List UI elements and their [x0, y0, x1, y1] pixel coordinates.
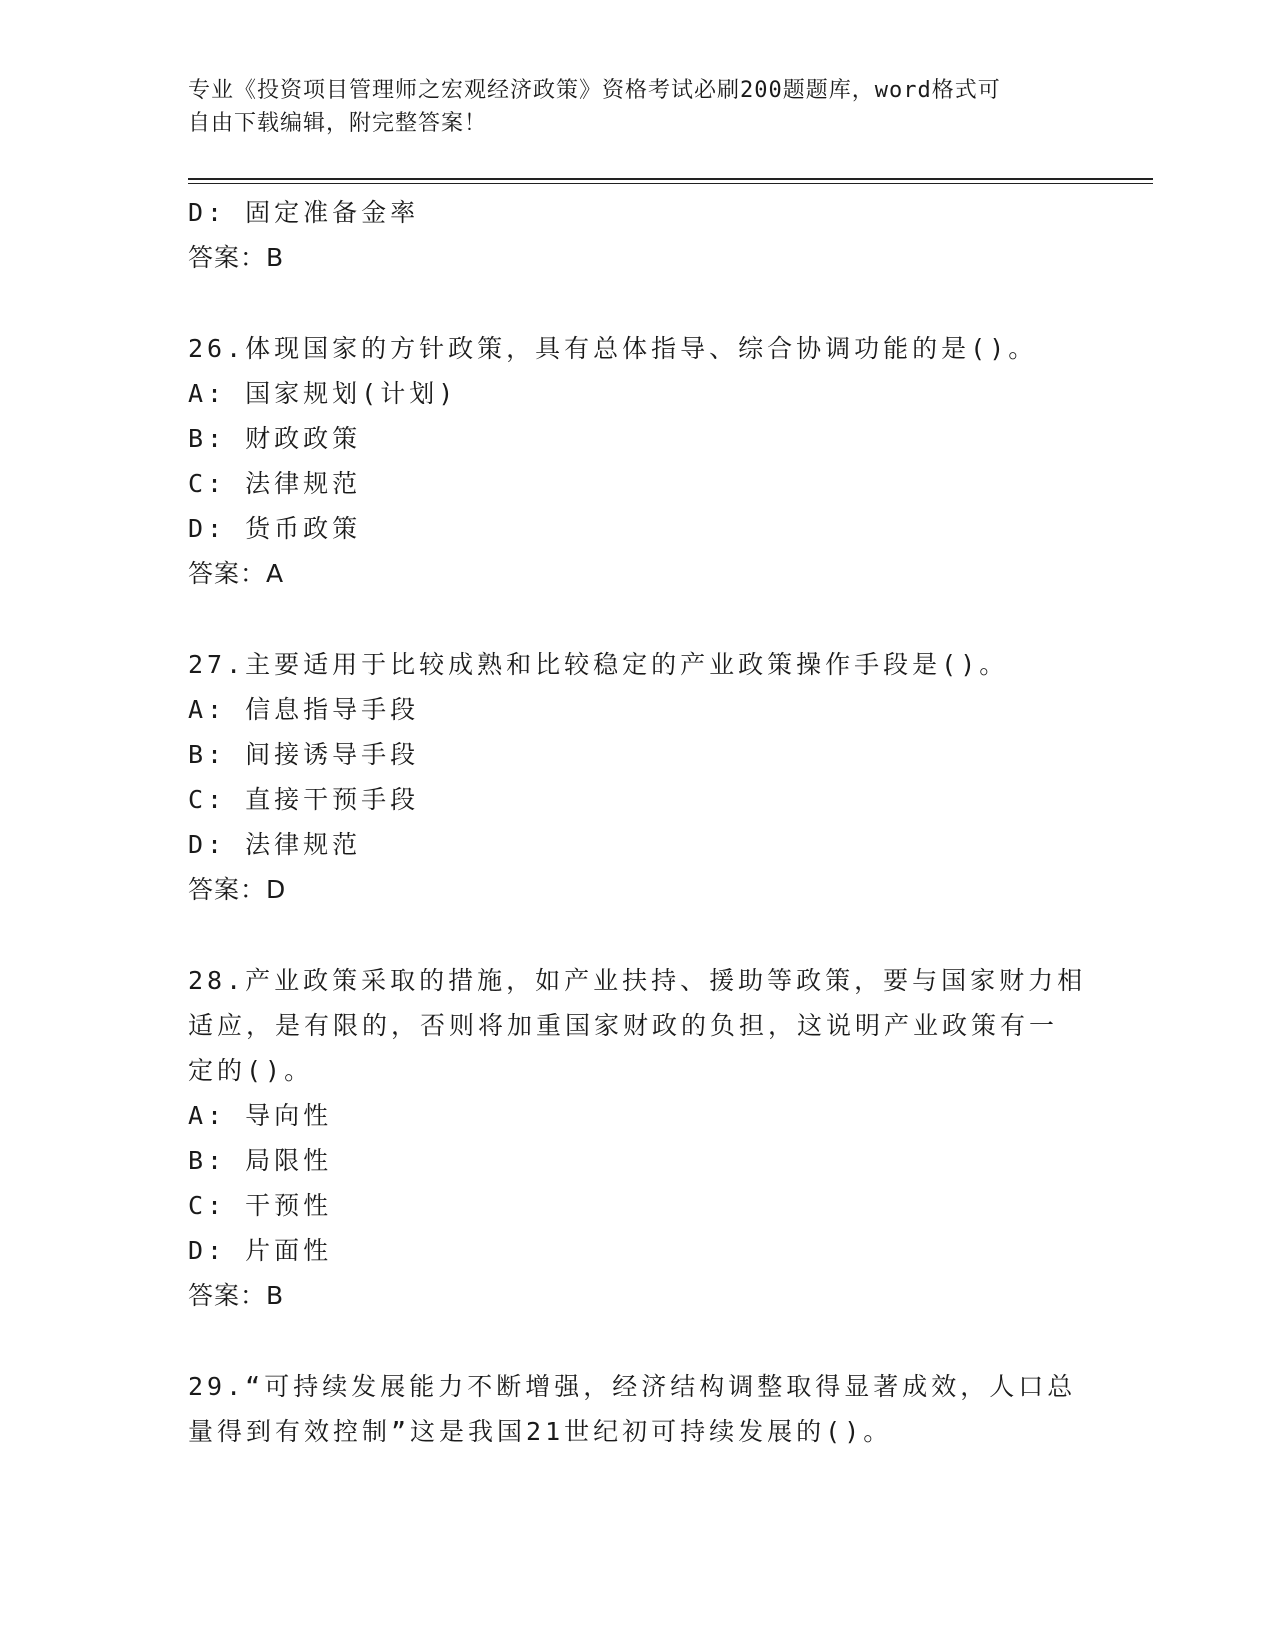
question-29	[188, 1364, 1088, 1454]
option-d: D: 法律规范	[188, 830, 362, 859]
header-line-1: 专业《投资项目管理师之宏观经济政策》资格考试必刷200题题库，word格式可	[188, 78, 1001, 103]
answer-line: 答案：B	[188, 243, 285, 272]
question-list	[188, 190, 1088, 1454]
answer-line: 答案：A	[188, 559, 285, 588]
question-stem-line-2: 适应，是有限的，否则将加重国家财政的负担，这说明产业政策有一	[188, 1011, 1059, 1040]
option-a: A: 信息指导手段	[188, 695, 420, 724]
question-26	[188, 326, 1088, 596]
option-a: A: 导向性	[188, 1101, 333, 1130]
option-c: C: 法律规范	[188, 469, 362, 498]
question-28	[188, 958, 1088, 1318]
question-27	[188, 642, 1088, 912]
option-b: B: 间接诱导手段	[188, 740, 420, 769]
option-a: A: 国家规划(计划)	[188, 379, 458, 408]
question-25-tail	[188, 190, 1088, 280]
question-stem-line-2: 量得到有效控制”这是我国21世纪初可持续发展的()。	[188, 1417, 893, 1446]
question-stem-line-1: 28.产业政策采取的措施，如产业扶持、援助等政策，要与国家财力相	[188, 966, 1087, 995]
question-stem: 27.主要适用于比较成熟和比较稳定的产业政策操作手段是()。	[188, 650, 1009, 679]
option-d: D: 货币政策	[188, 514, 362, 543]
question-stem: 26.体现国家的方针政策，具有总体指导、综合协调功能的是()。	[188, 334, 1038, 363]
option-b: B: 财政政策	[188, 424, 362, 453]
answer-line: 答案：B	[188, 1281, 285, 1310]
answer-line: 答案：D	[188, 875, 287, 904]
question-stem-line-3: 定的()。	[188, 1056, 314, 1085]
option-c: C: 直接干预手段	[188, 785, 420, 814]
option-b: B: 局限性	[188, 1146, 333, 1175]
header-line-2: 自由下载编辑，附完整答案！	[188, 111, 488, 136]
header-divider-thick	[188, 178, 1153, 180]
document-header	[188, 74, 1088, 140]
option-d: D: 片面性	[188, 1236, 333, 1265]
header-divider-thin	[188, 183, 1153, 184]
option-d: D: 固定准备金率	[188, 198, 420, 227]
question-stem-line-1: 29.“可持续发展能力不断增强，经济结构调整取得显著成效，人口总	[188, 1372, 1077, 1401]
option-c: C: 干预性	[188, 1191, 333, 1220]
